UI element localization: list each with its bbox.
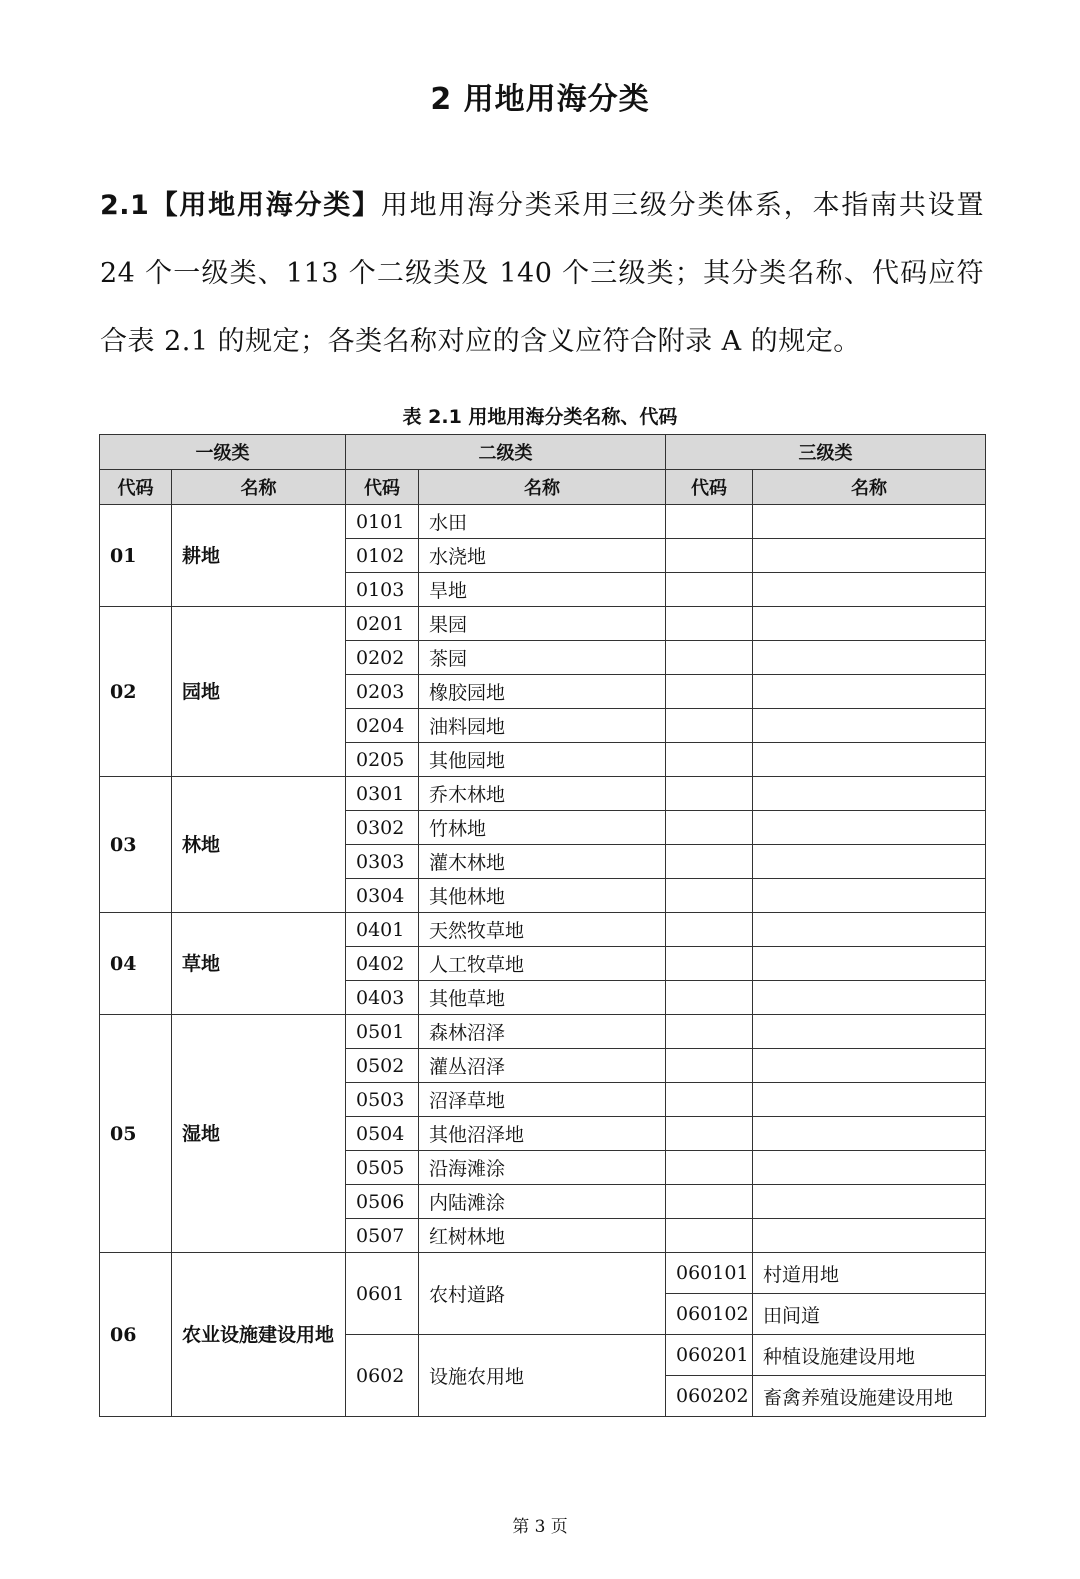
level3-code: 060202 [666, 1376, 753, 1417]
level2-name: 农村道路 [419, 1253, 666, 1335]
level3-code [666, 573, 753, 607]
level2-name: 沼泽草地 [419, 1083, 666, 1117]
level2-code: 0506 [346, 1185, 419, 1219]
level3-code [666, 1185, 753, 1219]
level1-code: 01 [100, 505, 172, 607]
level2-code: 0402 [346, 947, 419, 981]
level3-name: 种植设施建设用地 [753, 1335, 986, 1376]
level2-name: 设施农用地 [419, 1335, 666, 1417]
level1-code: 03 [100, 777, 172, 913]
table-row [100, 777, 986, 811]
level3-name: 村道用地 [753, 1253, 986, 1294]
level2-code: 0301 [346, 777, 419, 811]
level3-code [666, 845, 753, 879]
level1-code: 06 [100, 1253, 172, 1417]
level1-name: 农业设施建设用地 [172, 1253, 346, 1417]
level2-code: 0201 [346, 607, 419, 641]
header-level2: 二级类 [346, 435, 666, 470]
classification-table [99, 434, 986, 1417]
level2-code: 0403 [346, 981, 419, 1015]
level2-code: 0203 [346, 675, 419, 709]
level2-name: 沿海滩涂 [419, 1151, 666, 1185]
level3-name [753, 505, 986, 539]
level3-name [753, 573, 986, 607]
level2-code: 0501 [346, 1015, 419, 1049]
level3-name [753, 675, 986, 709]
level3-code [666, 947, 753, 981]
level2-name: 茶园 [419, 641, 666, 675]
table-row [100, 607, 986, 641]
level3-name [753, 1117, 986, 1151]
level2-name: 竹林地 [419, 811, 666, 845]
level2-name: 红树林地 [419, 1219, 666, 1253]
level2-code: 0202 [346, 641, 419, 675]
level2-code: 0205 [346, 743, 419, 777]
level3-code [666, 1151, 753, 1185]
level2-code: 0507 [346, 1219, 419, 1253]
level3-name [753, 947, 986, 981]
level3-name [753, 641, 986, 675]
header-level2-name: 名称 [419, 470, 666, 505]
level2-name: 其他沼泽地 [419, 1117, 666, 1151]
level3-code [666, 1219, 753, 1253]
level3-name [753, 1185, 986, 1219]
level2-code: 0601 [346, 1253, 419, 1335]
level3-name [753, 777, 986, 811]
level2-name: 内陆滩涂 [419, 1185, 666, 1219]
level3-name [753, 743, 986, 777]
level3-code [666, 1049, 753, 1083]
level2-name: 旱地 [419, 573, 666, 607]
level3-code [666, 675, 753, 709]
level3-code [666, 1083, 753, 1117]
level3-name [753, 607, 986, 641]
page-title: 2 用地用海分类 [430, 82, 650, 117]
level2-name: 灌木林地 [419, 845, 666, 879]
level2-name: 其他林地 [419, 879, 666, 913]
level3-name [753, 1015, 986, 1049]
level2-code: 0304 [346, 879, 419, 913]
level3-code [666, 981, 753, 1015]
header-level1-code: 代码 [100, 470, 172, 505]
level1-code: 04 [100, 913, 172, 1015]
level2-code: 0101 [346, 505, 419, 539]
level1-name: 耕地 [172, 505, 346, 607]
level1-name: 湿地 [172, 1015, 346, 1253]
level3-name [753, 879, 986, 913]
level3-code [666, 879, 753, 913]
level3-name [753, 1151, 986, 1185]
level3-name: 田间道 [753, 1294, 986, 1335]
level2-name: 果园 [419, 607, 666, 641]
level3-name [753, 1219, 986, 1253]
level2-code: 0401 [346, 913, 419, 947]
level3-code [666, 913, 753, 947]
level2-name: 油料园地 [419, 709, 666, 743]
intro-paragraph [100, 172, 984, 376]
header-level3-name: 名称 [753, 470, 986, 505]
level3-name [753, 913, 986, 947]
level2-name: 橡胶园地 [419, 675, 666, 709]
level2-name: 其他园地 [419, 743, 666, 777]
clause-heading: 2.1【用地用海分类】 [100, 190, 381, 221]
header-level1: 一级类 [100, 435, 346, 470]
column-header-row [100, 470, 986, 505]
level2-code: 0303 [346, 845, 419, 879]
level2-code: 0102 [346, 539, 419, 573]
level2-code: 0505 [346, 1151, 419, 1185]
clause-body: 用地用海分类采用三级分类体系，本指南共设置 24 个一级类、113 个二级类及 140 个三级类；其分类名称、代码应符合表 2.1 的规定；各类名称对应的含义应符合附录 A 的规定。 [100, 190, 984, 357]
level3-code [666, 709, 753, 743]
level3-name [753, 1083, 986, 1117]
table-row [100, 1015, 986, 1049]
level3-code [666, 743, 753, 777]
level1-name: 园地 [172, 607, 346, 777]
level2-code: 0502 [346, 1049, 419, 1083]
level2-name: 水田 [419, 505, 666, 539]
level2-name: 乔木林地 [419, 777, 666, 811]
table-row [100, 913, 986, 947]
level3-code [666, 539, 753, 573]
level3-name [753, 1049, 986, 1083]
level3-code [666, 505, 753, 539]
level2-name: 其他草地 [419, 981, 666, 1015]
header-level3-code: 代码 [666, 470, 753, 505]
page-number: 第 3 页 [512, 1517, 568, 1537]
level3-name: 畜禽养殖设施建设用地 [753, 1376, 986, 1417]
level3-name [753, 981, 986, 1015]
level2-code: 0602 [346, 1335, 419, 1417]
level1-name: 草地 [172, 913, 346, 1015]
level2-name: 森林沼泽 [419, 1015, 666, 1049]
level3-name [753, 709, 986, 743]
level2-name: 天然牧草地 [419, 913, 666, 947]
level1-name: 林地 [172, 777, 346, 913]
level2-code: 0504 [346, 1117, 419, 1151]
level3-code [666, 607, 753, 641]
level2-code: 0503 [346, 1083, 419, 1117]
level3-code [666, 777, 753, 811]
level2-code: 0204 [346, 709, 419, 743]
level2-code: 0302 [346, 811, 419, 845]
level3-code [666, 1117, 753, 1151]
header-level1-name: 名称 [172, 470, 346, 505]
level2-name: 水浇地 [419, 539, 666, 573]
level2-name: 灌丛沼泽 [419, 1049, 666, 1083]
level3-code: 060102 [666, 1294, 753, 1335]
level3-name [753, 539, 986, 573]
level3-code [666, 811, 753, 845]
table-row [100, 505, 986, 539]
level3-code [666, 1015, 753, 1049]
level3-code [666, 641, 753, 675]
level1-code: 05 [100, 1015, 172, 1253]
level3-name [753, 811, 986, 845]
level3-name [753, 845, 986, 879]
table-caption: 表 2.1 用地用海分类名称、代码 [402, 406, 678, 428]
header-level3: 三级类 [666, 435, 986, 470]
level2-name: 人工牧草地 [419, 947, 666, 981]
table-body [100, 505, 986, 1417]
level1-code: 02 [100, 607, 172, 777]
level2-code: 0103 [346, 573, 419, 607]
level3-code: 060101 [666, 1253, 753, 1294]
table-row [100, 1253, 986, 1294]
header-level2-code: 代码 [346, 470, 419, 505]
level3-code: 060201 [666, 1335, 753, 1376]
group-header-row [100, 435, 986, 470]
